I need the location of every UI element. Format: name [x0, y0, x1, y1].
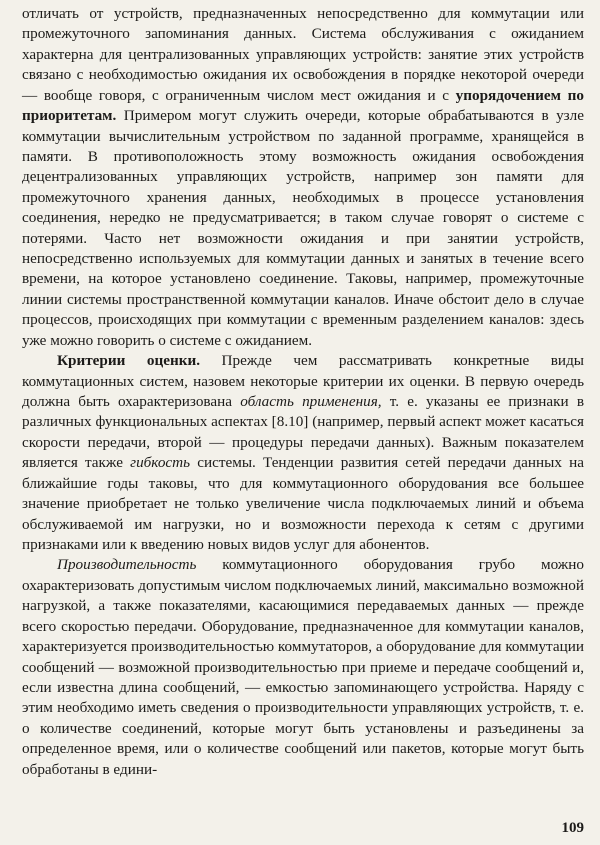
text-run: Прежде чем рассматривать конкретные виды коммутационных систем, назовем некоторые критерии их оценки. В первую очередь должна быть охарактеризована [22, 352, 584, 411]
text-run: системы. Тенденции развития сетей передачи данных на ближайшие годы таковы, что для коммутационного оборудования все большее значение приобретает не только увеличение числа подключаемых линий и объема обслуживаемой им нагрузки, но и возможности перехода к сетям с другими признаками или к введению новых видов услуг для абонентов. [22, 454, 584, 553]
italic-term: Производительность [57, 556, 197, 574]
body-text [22, 4, 584, 780]
emphasized-term: упорядочением по приоритетам. [22, 86, 584, 125]
paragraph-queueing-systems [22, 4, 584, 351]
italic-term: гибкость [130, 454, 191, 472]
paragraph-performance [22, 555, 584, 780]
text-run: т. е. указаны ее признаки в различных функциональных аспектах [8.10] (например, первый аспект может касаться скорости передачи, второй — процедуры передачи данных). Важным показателем является также [22, 393, 585, 472]
text-run: коммутационного оборудования грубо можно охарактеризовать допустимым числом подключаемых линий, максимально возможной нагрузкой, а также показателями, касающимися передаваемых данных — прежде всего скоростью передачи. Оборудование, предназначенное для коммутации каналов, характеризуется производительностью коммутаторов, а оборудование для коммутации сообщений — возможной производительностью при приеме и передаче сообщений и, если известна длина сообщений, — емкостью запоминающего устройства. Наряду с этим необходимо иметь сведения о производительности управляющих устройств, т. е. о количестве соединений, которые могут быть установлены и разъединены за определенное время, или о количестве сообщений или пакетов, которые могут быть обработаны в едини- [22, 556, 584, 778]
italic-term: область применения, [240, 393, 382, 411]
text-run: Примером могут служить очереди, которые обрабатываются в узле коммутации вычислительным устройством по заданной программе, хранящейся в памяти. В противоположность этому возможность ожидания освобождения децентрализованных управляющих устройств, например зон памяти для промежуточного хранения данных, необходимых в процессе установления соединения, нередко не предусматривается; в таком случае говорят о системе с потерями. Часто нет возможности ожидания и при занятии устройств, непосредственно используемых для коммутации данных и занятых в течение всего времени, на которое установлено соединение. Таковы, например, промежуточные линии системы пространственной коммутации каналов. Иначе обстоит дело в случае процессов, происходящих при коммутации с временным разделением каналов: здесь уже можно говорить о системе с ожиданием. [22, 107, 584, 349]
page-number: 109 [561, 820, 584, 836]
text-run: отличать от устройств, предназначенных непосредственно для коммутации или промежуточного запоминания данных. Система обслуживания с ожиданием характерна для централизованных управляющих устройств: занятие этих устройств связано с необходимостью ожидания их освобождения в порядке некоторой очереди — вообще говоря, с ограниченным числом мест ожидания и с [22, 5, 584, 104]
section-heading: Критерии оценки. [57, 352, 201, 370]
paragraph-evaluation-criteria [22, 351, 584, 555]
